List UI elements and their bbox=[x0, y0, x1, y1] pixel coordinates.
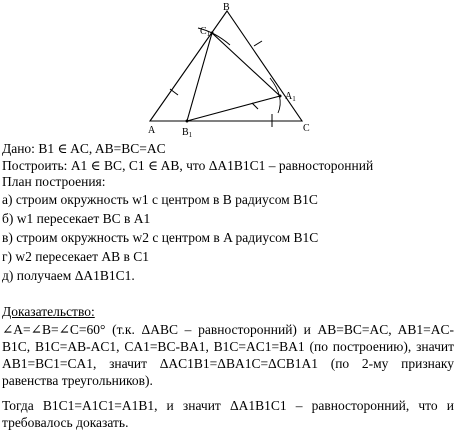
tick-mark-bc bbox=[254, 41, 262, 46]
plan-title: План построения: bbox=[2, 174, 106, 189]
given-text: B1 ∈ AC, AB=BC=AC bbox=[38, 141, 166, 156]
given-line bbox=[2, 141, 166, 156]
tick-mark-ab bbox=[170, 89, 178, 95]
plan-step: г) w2 пересекает AB в C1 bbox=[2, 249, 149, 264]
geometry-figure bbox=[0, 0, 458, 140]
plan-step: а) строим окружность w1 с центром в B радиусом B1C bbox=[2, 192, 318, 207]
proof-title: Доказательство: bbox=[2, 304, 95, 319]
proof-conclusion: Тогда B1C1=A1C1=A1B1, и значит ΔA1B1C1 – равносторонний, что и требовалось доказать. bbox=[2, 398, 454, 430]
triangle-a1b1c1 bbox=[187, 33, 280, 121]
label-c: C bbox=[303, 123, 310, 134]
label-b1: $B_1$ bbox=[182, 127, 193, 139]
construct-line bbox=[2, 158, 373, 173]
label-a1: $A_1$ bbox=[285, 91, 296, 103]
plan-step: в) строим окружность w2 с центром в A радиусом B1C bbox=[2, 230, 319, 245]
label-b: B bbox=[223, 2, 230, 13]
point-b1 bbox=[186, 120, 189, 123]
plan-step: б) w1 пересекает BC в A1 bbox=[2, 211, 151, 226]
plan-step: д) получаем ΔA1B1C1. bbox=[2, 268, 135, 283]
proof-paragraph: ∠A=∠B=∠C=60° (т.к. ΔABC – равносторонний) и AB=BC=AC, AB1=AC-B1C, B1C=AB-AC1, CA1=BC-BA1, B1C=AC1=BA1 (по построению), значит AB1=BC1=CA1, значит ΔAC1B1=ΔBA1C=ΔCB1A1 (по 2-му признаку равенства треугольников). bbox=[2, 322, 454, 388]
given-prefix: Дано: bbox=[2, 141, 39, 156]
tick-mark-b1c bbox=[252, 103, 258, 109]
label-c1: $C_1$ bbox=[200, 26, 211, 38]
point-c1 bbox=[211, 32, 214, 35]
triangle-abc bbox=[150, 11, 302, 121]
construct-prefix: Построить: bbox=[2, 158, 71, 173]
label-a: A bbox=[148, 125, 156, 136]
construct-text: A1 ∈ BC, C1 ∈ AB, что ΔA1B1C1 – равносторонний bbox=[70, 158, 374, 173]
point-a1 bbox=[279, 95, 282, 98]
